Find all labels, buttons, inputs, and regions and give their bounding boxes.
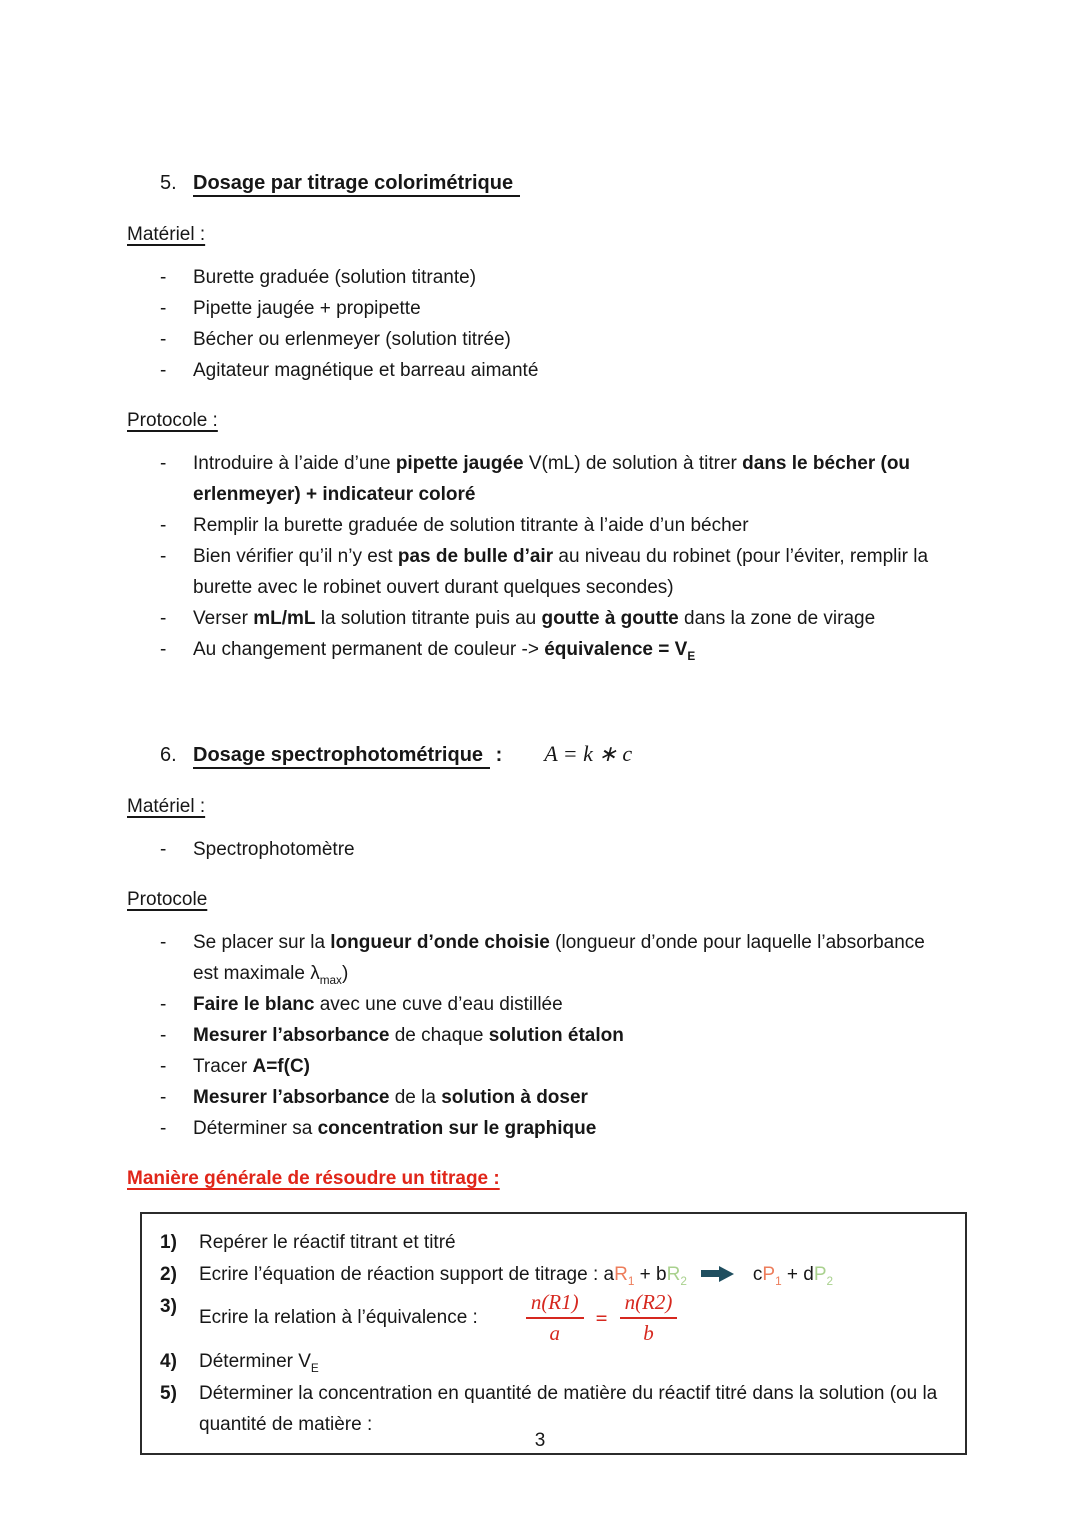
list-item [127,262,953,293]
list-item-text: Tracer A=f(C) [193,1056,310,1077]
list-item [127,927,953,989]
step-row-4 [142,1346,945,1377]
section6-materiel-label: Matériel : [127,796,206,817]
step-text: Ecrire l’équation de réaction support de titrage : $aR_1 + bR_2$ $cP_1 + dP_2$ [199,1264,834,1288]
list-item-text: Bien vérifier qu’il n’y est pas de bulle d’air au niveau du robinet (pour l’éviter, remplir la burette avec le robinet ouvert durant quelques secondes) [193,546,929,598]
list-item-text: Introduire à l’aide d’une pipette jaugée V(mL) de solution à titrer dans le bécher (ou erlenmeyer) + indicateur coloré [193,453,911,505]
fraction-left [526,1291,584,1345]
list-item-text: Bécher ou erlenmeyer (solution titrée) [193,329,511,350]
step-text: Ecrire la relation à l’équivalence : [199,1307,478,1329]
page-number: 3 [534,1430,546,1451]
list-item [127,355,953,386]
section5-title: Dosage par titrage colorimétrique [193,172,520,197]
step-text: Déterminer $V_E$ [199,1351,319,1375]
list-item [127,1082,953,1113]
bullet-dash: - [160,608,167,629]
section5-number: 5. [160,172,177,194]
section6-title-colon: : [490,744,503,766]
step-number: 5) [160,1383,177,1405]
fraction-numerator: n(R1) [526,1291,584,1319]
list-item [127,634,953,665]
section5-materiel-label: Matériel : [127,224,206,245]
equivalence-equation [526,1291,678,1345]
list-item [127,324,953,355]
list-item-text: Agitateur magnétique et barreau aimanté [193,360,539,381]
step-text: Repérer le réactif titrant et titré [199,1232,456,1253]
bullet-dash: - [160,1056,167,1077]
list-item-text: Au changement permanent de couleur -> équivalence = $V_E$ [193,639,696,663]
general-method-heading: Manière générale de résoudre un titrage : [127,1168,500,1189]
section6-number: 6. [160,744,177,766]
section6-heading [160,741,953,768]
bullet-dash: - [160,994,167,1015]
section6-protocole-list [127,927,953,1144]
reaction-arrow-icon [699,1266,735,1282]
bullet-dash: - [160,839,167,860]
step-row-2 [142,1259,945,1290]
bullet-dash: - [160,932,167,953]
bullet-dash: - [160,329,167,350]
list-item [127,293,953,324]
equals-sign: = [595,1305,608,1330]
step-row-3 [142,1291,945,1345]
bullet-dash: - [160,1087,167,1108]
bullet-dash: - [160,546,167,567]
step-number: 1) [160,1232,177,1253]
list-item [127,834,953,865]
section5-heading [160,170,953,196]
step-number: 3) [160,1296,177,1317]
bullet-dash: - [160,453,167,474]
bullet-dash: - [160,298,167,319]
bullet-dash: - [160,515,167,536]
list-item [127,510,953,541]
list-item-text: Faire le blanc avec une cuve d’eau distillée [193,994,563,1015]
fraction-denominator: a [549,1321,560,1346]
fraction-right [620,1291,678,1345]
step-number: 2) [160,1264,177,1285]
list-item-text: Spectrophotomètre [193,839,355,860]
bullet-dash: - [160,1025,167,1046]
step-text: Déterminer la concentration en quantité de matière du réactif titré dans la solution (ou la quantité de matière : [199,1383,938,1436]
section5-protocole-list [127,448,953,665]
list-item-text: Burette graduée (solution titrante) [193,267,477,288]
list-item-text: Pipette jaugée + propipette [193,298,421,319]
list-item-text: Remplir la burette graduée de solution titrante à l’aide d’un bécher [193,515,749,536]
section5-protocole-label: Protocole : [127,410,218,431]
beer-lambert-formula: A = k ∗ c [544,741,633,766]
list-item-text: Mesurer l’absorbance de chaque solution étalon [193,1025,624,1046]
list-item-text: Déterminer sa concentration sur le graphique [193,1118,597,1139]
list-item-text: Se placer sur la longueur d’onde choisie (longueur d’onde pour laquelle l’absorbance est maximale $\lambda_{max}$) [193,932,925,987]
section6-title: Dosage spectrophotométrique [193,744,490,769]
list-item-text: Verser mL/mL la solution titrante puis au goutte à goutte dans la zone de virage [193,608,876,629]
list-item [127,1113,953,1144]
section6-materiel-list [127,834,953,865]
bullet-dash: - [160,639,167,660]
list-item [127,1020,953,1051]
bullet-dash: - [160,360,167,381]
section-spacer [127,687,953,741]
fraction-denominator: b [643,1321,654,1346]
list-item [127,989,953,1020]
list-item-text: Mesurer l’absorbance de la solution à doser [193,1087,588,1108]
section5-materiel-list [127,262,953,386]
bullet-dash: - [160,1118,167,1139]
titration-steps-box [140,1212,967,1455]
list-item [127,541,953,603]
fraction-numerator: n(R2) [620,1291,678,1319]
section6-protocole-label: Protocole [127,889,208,910]
step-number: 4) [160,1351,177,1373]
list-item [127,1051,953,1082]
bullet-dash: - [160,267,167,288]
list-item [127,603,953,634]
list-item [127,448,953,510]
step-row-1 [142,1227,945,1258]
